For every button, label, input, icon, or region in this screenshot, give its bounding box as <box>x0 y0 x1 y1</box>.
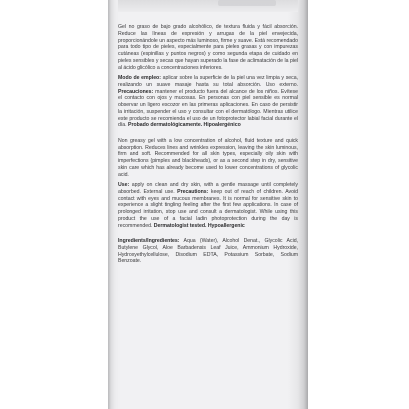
es-description-text: Gel no graso de bajo grado alcohólico, de textura fluida y fácil absorción. Reduce las líneas de expresión y arrugas de la piel envejecida, proporcionándole un aspecto más luminoso, firme y suave. Está recomendado para todo tipo de pieles, especialmente para pieles grasas y con impurezas cutáneas (espinillas y puntos negros) y como segunda etapa de cuidado en pieles sensibles y secas que hayan superado la fase de aclimatación de la piel al ácido glicólico a concentraciones inferiores. <box>118 24 298 71</box>
ingredients-list <box>118 238 298 265</box>
tube-crimp-strip <box>118 0 298 12</box>
ingredients-text: Aqua (Water), Alcohol Denat., Glycolic Acid, Butylene Glycol, Aloe Barbadensis Leaf Juice, Ammonium Hydroxide, Hydroxyethylcellulose, Disodium EDTA, Potassium Sorbate, Sodium Benzoate. <box>118 238 298 265</box>
en-precautions-heading: Precautions: <box>177 188 209 195</box>
en-use-text: apply on clean and dry skin, with a gentle massage until completely absorbed. External use. <box>118 182 298 195</box>
es-precautions-heading: Precauciones: <box>118 88 154 95</box>
es-usage-text: aplicar sobre la superficie de la piel una vez limpia y seca, realizando un suave masaje hasta su total absorción. Uso externo. <box>118 75 298 88</box>
english-description <box>118 138 298 179</box>
spanish-usage <box>118 75 298 129</box>
faint-print-mark <box>218 0 276 6</box>
ingredients-heading: Ingredients/Ingredientes: <box>118 238 180 245</box>
en-tested-note: Dermatologist tested. Hypoallergenic <box>153 222 245 229</box>
en-precautions-text: keep out of reach of children. Avoid contact with eyes and mucous membranes. It is normal for sensitive skin to experience a slight tingling feeling after the first few applications. In case of prolonged irritation, stop use and consult a dermatologist. While using this product the use of a facial ladin photoprotection during the day is recommended. <box>118 188 298 229</box>
es-precautions-text: mantener el producto fuera del alcance de los niños. Evítese el contacto con ojos y mucosas. En personas con piel sensible es normal observar un ligero escozor en las primeras aplicaciones. En caso de persistir la irritación, suspender el uso y consultar con el dermatólogo. Mientras utilice este producto se recomienda el uso de un fotoprotector labial facial durante el día. <box>118 88 298 129</box>
product-label-text <box>118 24 298 269</box>
english-usage <box>118 182 298 229</box>
es-usage-heading: Modo de empleo: <box>118 75 161 82</box>
es-tested-note: Probado dermatológicamente. Hipoalergénico <box>128 122 241 129</box>
spanish-description <box>118 24 298 71</box>
product-tube <box>108 0 308 409</box>
en-description-text: Non greasy gel with a low concentration of alcohol, fluid texture and quick absorption. Reduces lines and wrinkles expression, leaving the skin luminous, firm and soft. Recommended for all skin types, especially oily skin with imperfections (pimples and blackheads), or as a second step in dry, sensitive skin care which has already become used to lower concentrations of glycolic acid. <box>118 137 298 178</box>
en-use-heading: Use: <box>118 182 130 189</box>
